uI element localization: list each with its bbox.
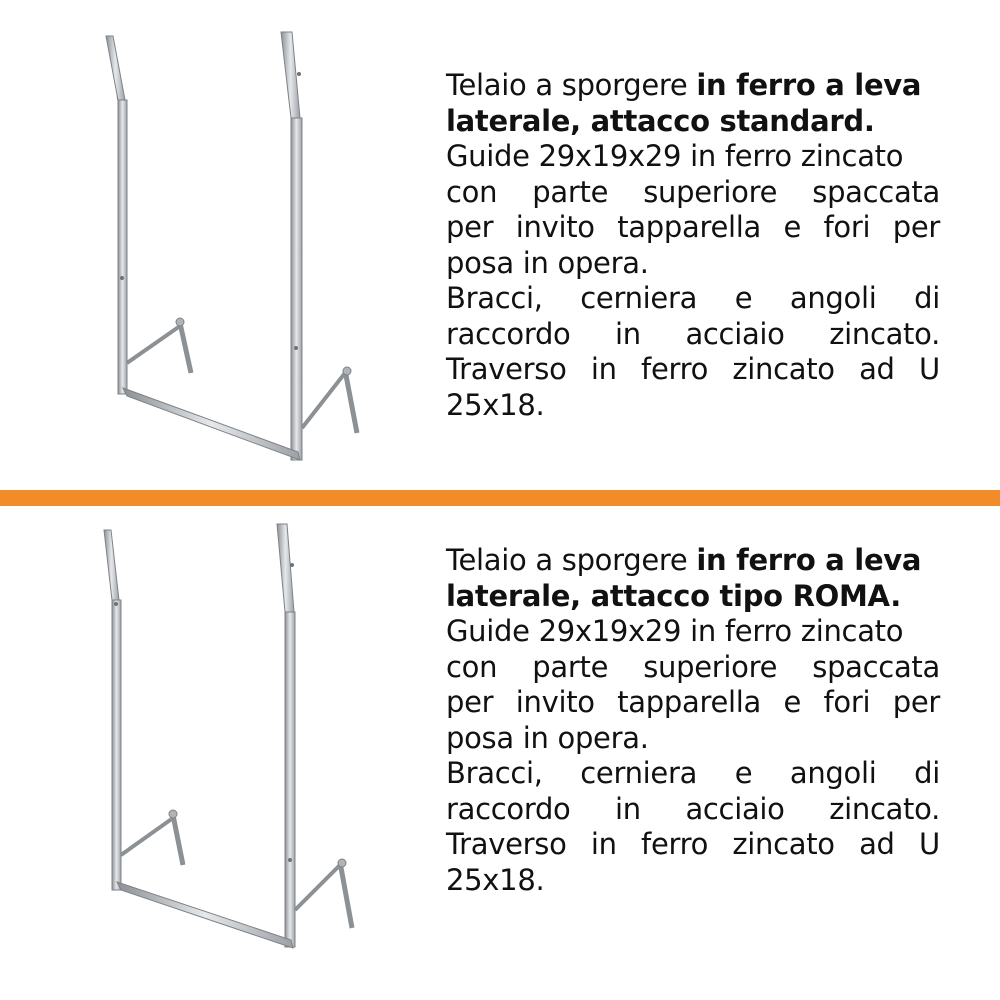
frame-icon [95,28,385,468]
desc-line-2: con parte superiore spaccata [446,174,940,209]
desc-line-1: Guide 29x19x29 in ferro zincato [446,139,904,173]
product-description [446,68,946,423]
title-line-1 [446,68,946,104]
desc-line-8: 25x18. [446,387,545,422]
desc-line-4: posa in opera. [446,720,649,755]
product-description [446,543,946,898]
title-line-1 [446,543,946,579]
product-section-standard [0,0,1000,490]
product-section-roma [0,506,1000,1000]
orange-divider [0,490,1000,506]
desc-line-8: 25x18. [446,862,545,897]
title-prefix: Telaio a sporgere [446,543,697,577]
desc-line-4: posa in opera. [446,245,649,280]
desc-line-5: Bracci, cerniera e angoli di [446,281,940,315]
title-bold-2: laterale, attacco tipo ROMA. [446,578,901,613]
title-bold-1: in ferro a leva [696,68,922,102]
desc-line-7: Traverso in ferro zincato ad U [446,827,940,861]
desc-line-6: raccordo in acciaio zincato. [446,316,940,351]
title-bold-1: in ferro a leva [696,543,922,577]
desc-line-7: Traverso in ferro zincato ad U [446,352,940,386]
desc-line-3: per invito tapparella e fori per [446,210,940,244]
title-bold-2: laterale, attacco standard. [446,103,875,138]
desc-line-6: raccordo in acciaio zincato. [446,791,940,826]
frame-icon [95,520,385,960]
title-prefix: Telaio a sporgere [446,68,697,102]
desc-line-3: per invito tapparella e fori per [446,685,940,719]
desc-line-1: Guide 29x19x29 in ferro zincato [446,614,904,648]
desc-line-2: con parte superiore spaccata [446,649,940,684]
desc-line-5: Bracci, cerniera e angoli di [446,756,940,790]
